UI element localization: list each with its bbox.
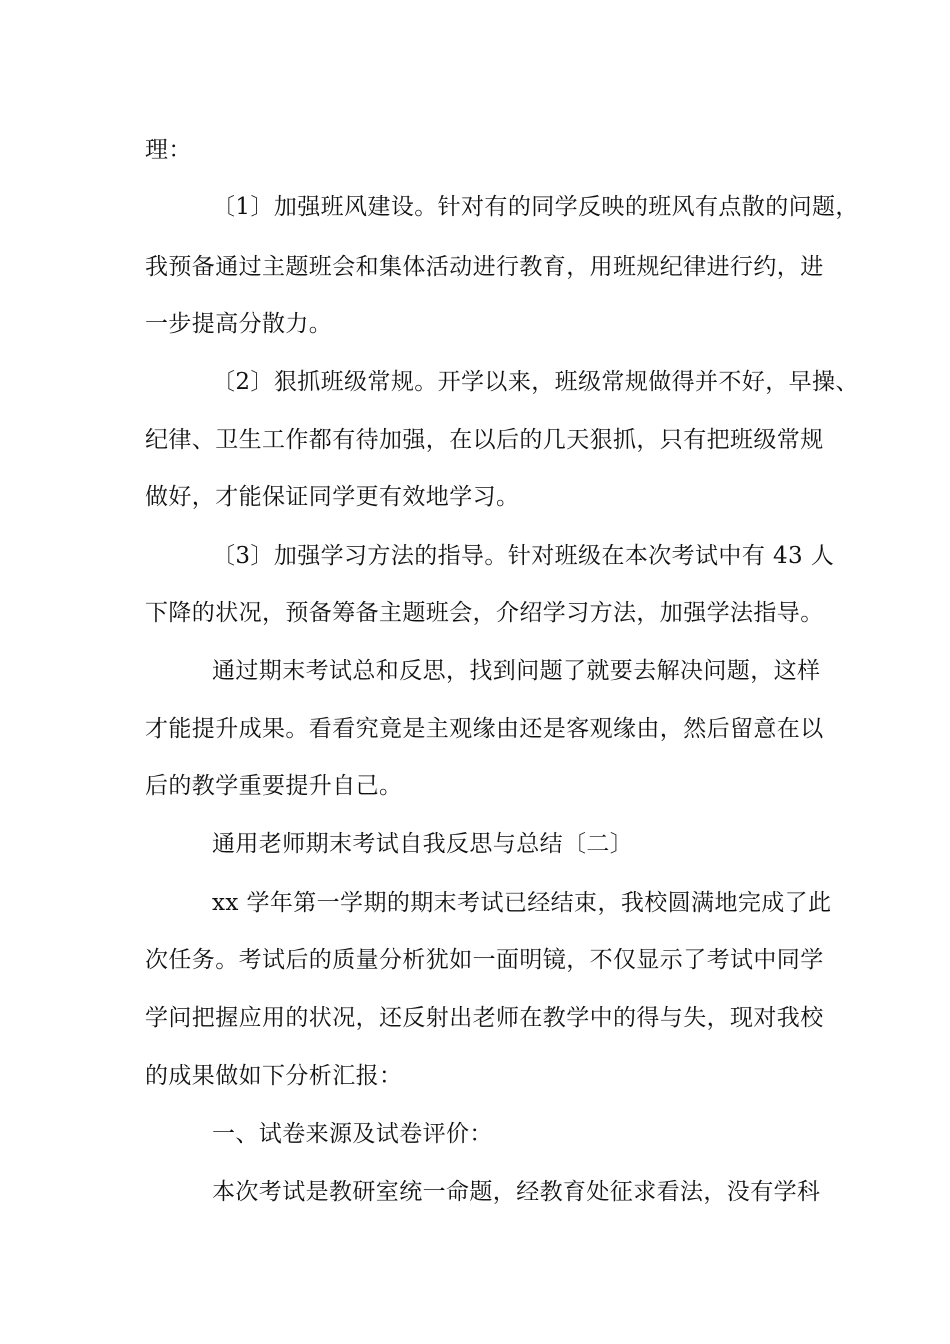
text-line-19: 本次考试是教研室统一命题，经教育处征求看法，没有学科 xyxy=(212,1179,821,1205)
text-line-16: 学问把握应用的状况，还反射出老师在教学中的得与失，现对我校 xyxy=(145,1005,824,1031)
text-line-11: 才能提升成果。看看究竟是主观缘由还是客观缘由，然后留意在以 xyxy=(145,716,824,742)
text-line-10: 通过期末考试总和反思，找到问题了就要去解决问题，这样 xyxy=(212,658,821,684)
text-line-12: 后的教学重要提升自己。 xyxy=(145,773,403,799)
text-line-14: xx 学年第一学期的期末考试已经结束，我校圆满地完成了此 xyxy=(212,890,832,916)
text-line-6: 纪律、卫生工作都有待加强，在以后的几天狠抓，只有把班级常规 xyxy=(145,427,824,453)
text-line-2: 〔1〕加强班风建设。针对有的同学反映的班风有点散的问题， xyxy=(212,194,859,220)
text-line-7: 做好，才能保证同学更有效地学习。 xyxy=(145,484,520,510)
text-line-8: 〔3〕加强学习方法的指导。针对班级在本次考试中有 43 人 xyxy=(212,543,835,569)
text-line-1: 理： xyxy=(145,137,192,163)
text-line-15: 次任务。考试后的质量分析犹如一面明镜，不仅显示了考试中同学 xyxy=(145,947,824,973)
text-line-17: 的成果做如下分析汇报： xyxy=(145,1063,403,1089)
text-line-4: 一步提高分散力。 xyxy=(145,311,333,337)
text-line-5: 〔2〕狠抓班级常规。开学以来，班级常规做得并不好，早操、 xyxy=(212,369,859,395)
text-line-3: 我预备通过主题班会和集体活动进行教育，用班规纪律进行约，进 xyxy=(145,254,824,280)
section-heading: 通用老师期末考试自我反思与总结〔二〕 xyxy=(212,831,634,857)
text-line-9: 下降的状况，预备筹备主题班会，介绍学习方法，加强学法指导。 xyxy=(145,600,824,626)
subsection-heading: 一、试卷来源及试卷评价： xyxy=(212,1121,493,1147)
